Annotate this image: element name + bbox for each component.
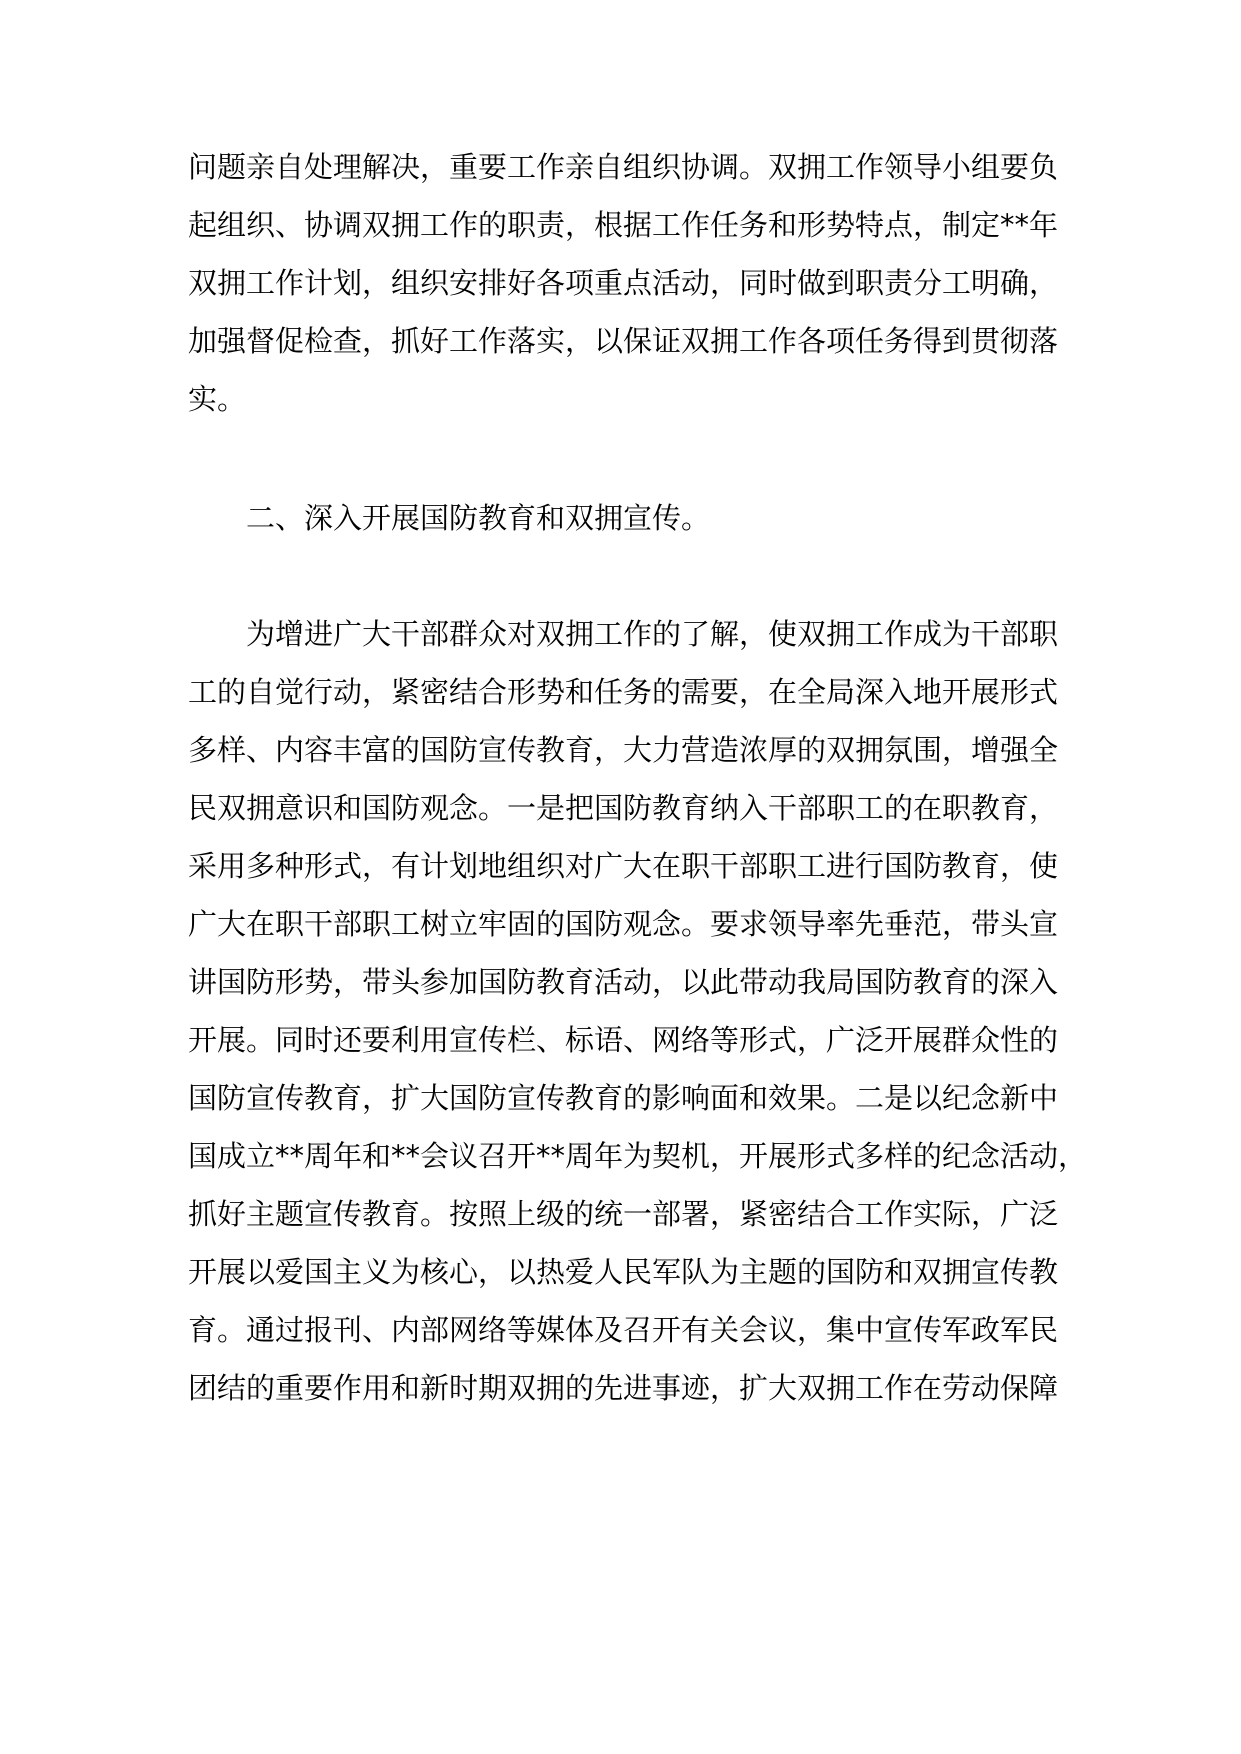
- paragraph-2-line: 为增进广大干部群众对双拥工作的了解，使双拥工作成为干部职: [246, 617, 1059, 651]
- paragraph-2-line: 多样、内容丰富的国防宣传教育，大力营造浓厚的双拥氛围，增强全: [188, 733, 1059, 767]
- paragraph-2-line: 讲国防形势，带头参加国防教育活动，以此带动我局国防教育的深入: [188, 965, 1059, 999]
- paragraph-1-line: 加强督促检查，抓好工作落实，以保证双拥工作各项任务得到贯彻落: [188, 324, 1059, 358]
- paragraph-2-line: 国防宣传教育，扩大国防宣传教育的影响面和效果。二是以纪念新中: [188, 1081, 1059, 1115]
- paragraph-2-line: 开展。同时还要利用宣传栏、标语、网络等形式，广泛开展群众性的: [188, 1023, 1059, 1057]
- paragraph-1-line: 起组织、协调双拥工作的职责，根据工作任务和形势特点，制定**年: [188, 208, 1059, 242]
- paragraph-2-line: 开展以爱国主义为核心，以热爱人民军队为主题的国防和双拥宣传教: [188, 1255, 1059, 1289]
- paragraph-2-line: 广大在职干部职工树立牢固的国防观念。要求领导率先垂范，带头宣: [188, 907, 1059, 941]
- section-heading: 二、深入开展国防教育和双拥宣传。: [246, 501, 711, 535]
- paragraph-2-line: 国成立**周年和**会议召开**周年为契机，开展形式多样的纪念活动，: [188, 1139, 1088, 1173]
- paragraph-2-line: 团结的重要作用和新时期双拥的先进事迹，扩大双拥工作在劳动保障: [188, 1371, 1059, 1405]
- paragraph-2-line: 工的自觉行动，紧密结合形势和任务的需要，在全局深入地开展形式: [188, 675, 1059, 709]
- paragraph-1-line: 问题亲自处理解决，重要工作亲自组织协调。双拥工作领导小组要负: [188, 150, 1059, 184]
- paragraph-1-line: 实。: [188, 382, 247, 416]
- paragraph-1-line: 双拥工作计划，组织安排好各项重点活动，同时做到职责分工明确，: [188, 266, 1059, 300]
- paragraph-2-line: 抓好主题宣传教育。按照上级的统一部署，紧密结合工作实际，广泛: [188, 1197, 1059, 1231]
- paragraph-2-line: 采用多种形式，有计划地组织对广大在职干部职工进行国防教育，使: [188, 849, 1059, 883]
- paragraph-2-line: 育。通过报刊、内部网络等媒体及召开有关会议，集中宣传军政军民: [188, 1313, 1059, 1347]
- paragraph-2-line: 民双拥意识和国防观念。一是把国防教育纳入干部职工的在职教育，: [188, 791, 1059, 825]
